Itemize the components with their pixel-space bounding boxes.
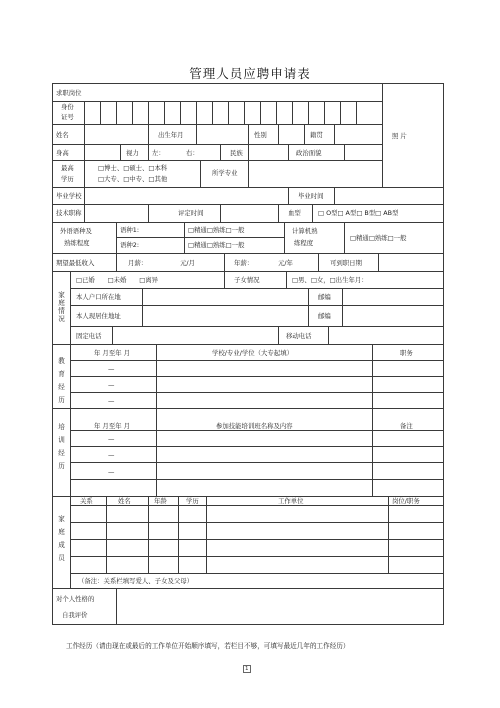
vision-right-label: 右：	[186, 149, 199, 157]
vision-label: 视力	[126, 149, 139, 157]
blood-type-label: 血型	[288, 209, 301, 217]
cell-divider	[378, 253, 379, 271]
cell-divider	[248, 124, 249, 144]
cell-divider	[116, 253, 117, 271]
language1-level-options[interactable]: □精通□熟练□一般	[188, 226, 245, 234]
row-divider	[52, 253, 444, 254]
self-evaluation-label-line1: 对个人性格的	[56, 595, 95, 603]
children-options[interactable]: □男、□女，□出生年月：	[292, 276, 368, 284]
monthly-salary-label: 月薪：	[128, 259, 148, 267]
row-divider	[52, 187, 444, 188]
vision-left-label: 左：	[152, 149, 165, 157]
cell-divider	[84, 144, 85, 160]
relation-header: 关系	[80, 497, 93, 505]
marital-status-options[interactable]: □已婚 □未婚 □离异	[76, 276, 159, 284]
id-digit-divider	[308, 101, 309, 124]
age-header: 年龄	[154, 497, 167, 505]
row-divider	[70, 573, 444, 574]
cell-divider	[344, 222, 345, 253]
expected-income-label: 期望最低收入	[56, 259, 95, 267]
member-education-header: 学历	[186, 497, 199, 505]
landline-label: 固定电话	[76, 332, 102, 340]
row-divider	[70, 326, 444, 327]
cell-divider	[278, 124, 279, 144]
cell-divider	[148, 496, 149, 573]
computer-label-line1: 计算机熟	[292, 227, 318, 235]
cell-divider	[148, 124, 149, 144]
id-digit-divider	[196, 101, 197, 124]
id-digit-divider	[212, 101, 213, 124]
cell-divider	[334, 187, 335, 204]
political-label: 政治面貌	[296, 149, 322, 157]
cell-divider	[84, 187, 85, 204]
postcode-label: 邮编	[318, 293, 331, 301]
section-divider	[70, 271, 71, 344]
position-label: 求职岗位	[56, 89, 82, 97]
id-digit-divider	[100, 101, 101, 124]
language1-label: 语种1:	[120, 226, 140, 234]
cell-divider	[328, 326, 329, 344]
cell-divider	[224, 253, 225, 271]
family-members-section-label: 家庭成员	[58, 515, 65, 562]
cell-divider	[112, 326, 113, 344]
cell-divider	[156, 344, 157, 408]
cell-divider	[148, 204, 149, 222]
cell-divider	[344, 144, 345, 160]
table-border-left	[52, 83, 53, 625]
row-divider	[52, 344, 444, 345]
computer-label-line2: 练程度	[294, 239, 314, 247]
cell-divider	[372, 408, 373, 496]
cell-divider	[334, 124, 335, 144]
school-label: 毕业学校	[56, 192, 82, 200]
cell-divider	[196, 124, 197, 144]
cell-divider	[312, 204, 313, 222]
education-row-dash: —	[108, 381, 115, 389]
row-divider	[52, 204, 444, 205]
row-divider	[70, 376, 444, 377]
cell-divider	[318, 253, 319, 271]
training-row-dash: —	[108, 468, 115, 476]
education-row-dash: —	[108, 397, 115, 405]
cell-divider	[388, 496, 389, 573]
id-digit-divider	[132, 101, 133, 124]
row-divider	[52, 160, 383, 161]
cell-divider	[372, 344, 373, 408]
education-label-line2: 学历	[61, 175, 74, 183]
monthly-salary-unit: 元/月	[180, 259, 195, 267]
cell-divider	[248, 144, 249, 160]
cell-divider	[288, 187, 289, 204]
row-divider	[52, 496, 444, 497]
cell-divider	[304, 124, 305, 144]
annual-salary-label: 年薪：	[234, 259, 254, 267]
training-row-dash: —	[108, 451, 115, 459]
cell-divider	[84, 124, 85, 144]
photo-divider	[382, 83, 383, 187]
education-row-dash: —	[108, 365, 115, 373]
annual-salary-unit: 元/年	[278, 259, 293, 267]
id-digit-divider	[356, 101, 357, 124]
language-label-line1: 外语语种及	[60, 227, 92, 235]
computer-level-options[interactable]: □精通□熟练□一般	[350, 234, 407, 242]
cell-divider	[342, 288, 343, 326]
postcode-label-2: 邮编	[318, 312, 331, 320]
title-time-label: 评定时间	[178, 209, 204, 217]
id-digit-divider	[116, 101, 117, 124]
blood-type-options[interactable]: □ O型□ A型□ B型□ AB型	[318, 209, 399, 217]
photo-label: 照 片	[392, 132, 407, 140]
education-options-2[interactable]: □大专、□中专、□其他	[98, 175, 168, 183]
row-divider	[52, 144, 383, 145]
hukou-label: 本人户口所在地	[76, 293, 121, 301]
application-form-table	[52, 83, 444, 625]
education-options-1[interactable]: □博士、□硕士、□本科	[98, 164, 168, 172]
cell-divider	[220, 144, 221, 160]
section-divider	[70, 496, 71, 588]
work-unit-header: 工作单位	[278, 497, 304, 505]
id-digit-divider	[292, 101, 293, 124]
tech-title-label: 技术职称	[56, 209, 82, 217]
work-experience-heading: 工作经历（请由现在或最后的工作单位开始顺序填写，若栏目不够，可填写最近几年的工作经历）	[66, 642, 350, 650]
cell-divider	[248, 160, 249, 187]
language2-level-options[interactable]: □精通□熟练□一般	[188, 241, 245, 249]
self-evaluation-label-line2: 自我评价	[62, 611, 88, 619]
cell-divider	[178, 496, 179, 573]
cell-divider	[284, 222, 285, 253]
training-period-header: 年 月至年 月	[94, 422, 131, 430]
section-divider	[70, 344, 71, 496]
cell-divider	[200, 160, 201, 187]
cell-divider	[84, 204, 85, 222]
id-digit-divider	[228, 101, 229, 124]
id-digit-divider	[164, 101, 165, 124]
row-divider	[52, 222, 444, 223]
training-section-label: 培训经历	[58, 423, 65, 470]
language-label-line2: 熟练程度	[64, 239, 90, 247]
row-divider	[70, 462, 444, 463]
cell-divider	[84, 160, 85, 187]
education-label-line1: 最高	[61, 164, 74, 172]
row-divider	[52, 408, 444, 409]
id-digit-divider	[148, 101, 149, 124]
education-role-header: 职务	[400, 349, 413, 357]
row-divider	[70, 305, 444, 306]
cell-divider	[308, 288, 309, 326]
native-place-label: 籍贯	[310, 131, 323, 139]
education-period-header: 年 月至年 月	[94, 349, 131, 357]
height-label: 身高	[56, 149, 69, 157]
children-label: 子女情况	[234, 276, 260, 284]
cell-divider	[142, 288, 143, 326]
row-divider	[116, 237, 284, 238]
name-label: 姓名	[56, 131, 69, 139]
table-border-top	[52, 83, 444, 84]
cell-divider	[206, 496, 207, 573]
training-course-header: 参加技能培训班名称及内容	[216, 422, 293, 430]
cell-divider	[148, 144, 149, 160]
id-digit-divider	[260, 101, 261, 124]
row-divider	[52, 271, 444, 272]
training-row-dash: —	[108, 435, 115, 443]
row-divider	[70, 430, 444, 431]
table-border-right	[443, 83, 444, 625]
family-members-note: （备注：关系栏填写爱人、子女及父母）	[78, 577, 194, 585]
residence-label: 本人现居住地址	[76, 312, 121, 320]
cell-divider	[224, 271, 225, 288]
id-digit-divider	[340, 101, 341, 124]
major-label: 所学专业	[212, 169, 238, 177]
education-section-label: 教育经历	[58, 357, 65, 404]
row-divider	[70, 288, 444, 289]
gender-label: 性别	[254, 131, 267, 139]
member-name-header: 姓名	[118, 497, 131, 505]
ethnic-label: 民族	[230, 149, 243, 157]
id-digit-divider	[324, 101, 325, 124]
available-date-label: 可到职日期	[330, 259, 362, 267]
grad-time-label: 毕业时间	[298, 192, 324, 200]
cell-divider	[106, 496, 107, 573]
education-school-header: 学校/专业/学位（大专起填）	[212, 349, 293, 357]
cell-divider	[278, 326, 279, 344]
row-divider	[70, 392, 444, 393]
row-divider	[70, 360, 444, 361]
cell-divider	[286, 271, 287, 288]
cell-divider	[288, 144, 289, 160]
id-digit-divider	[244, 101, 245, 124]
cell-divider	[84, 101, 85, 124]
cell-divider	[116, 588, 117, 624]
row-divider	[52, 101, 383, 102]
id-digit-divider	[180, 101, 181, 124]
row-divider	[70, 446, 444, 447]
cell-divider	[156, 408, 157, 496]
birth-label: 出生年月	[158, 131, 184, 139]
mobile-label: 移动电话	[286, 332, 312, 340]
language2-label: 语种2:	[120, 241, 140, 249]
cell-divider	[278, 204, 279, 222]
row-divider	[52, 588, 444, 589]
member-job-header: 岗位/职务	[392, 497, 420, 505]
cell-divider	[220, 204, 221, 222]
page-number: 1	[245, 666, 249, 672]
table-border-bottom	[52, 624, 444, 625]
training-note-header: 备注	[400, 422, 413, 430]
id-label-line1: 身份	[61, 103, 74, 111]
family-situation-section-label: 家庭情况	[58, 291, 65, 323]
form-title: 管理人员应聘申请表	[189, 66, 311, 81]
cell-divider	[120, 144, 121, 160]
row-divider	[70, 479, 444, 480]
id-digit-divider	[276, 101, 277, 124]
cell-divider	[184, 222, 185, 253]
id-label-line2: 证号	[61, 113, 74, 121]
